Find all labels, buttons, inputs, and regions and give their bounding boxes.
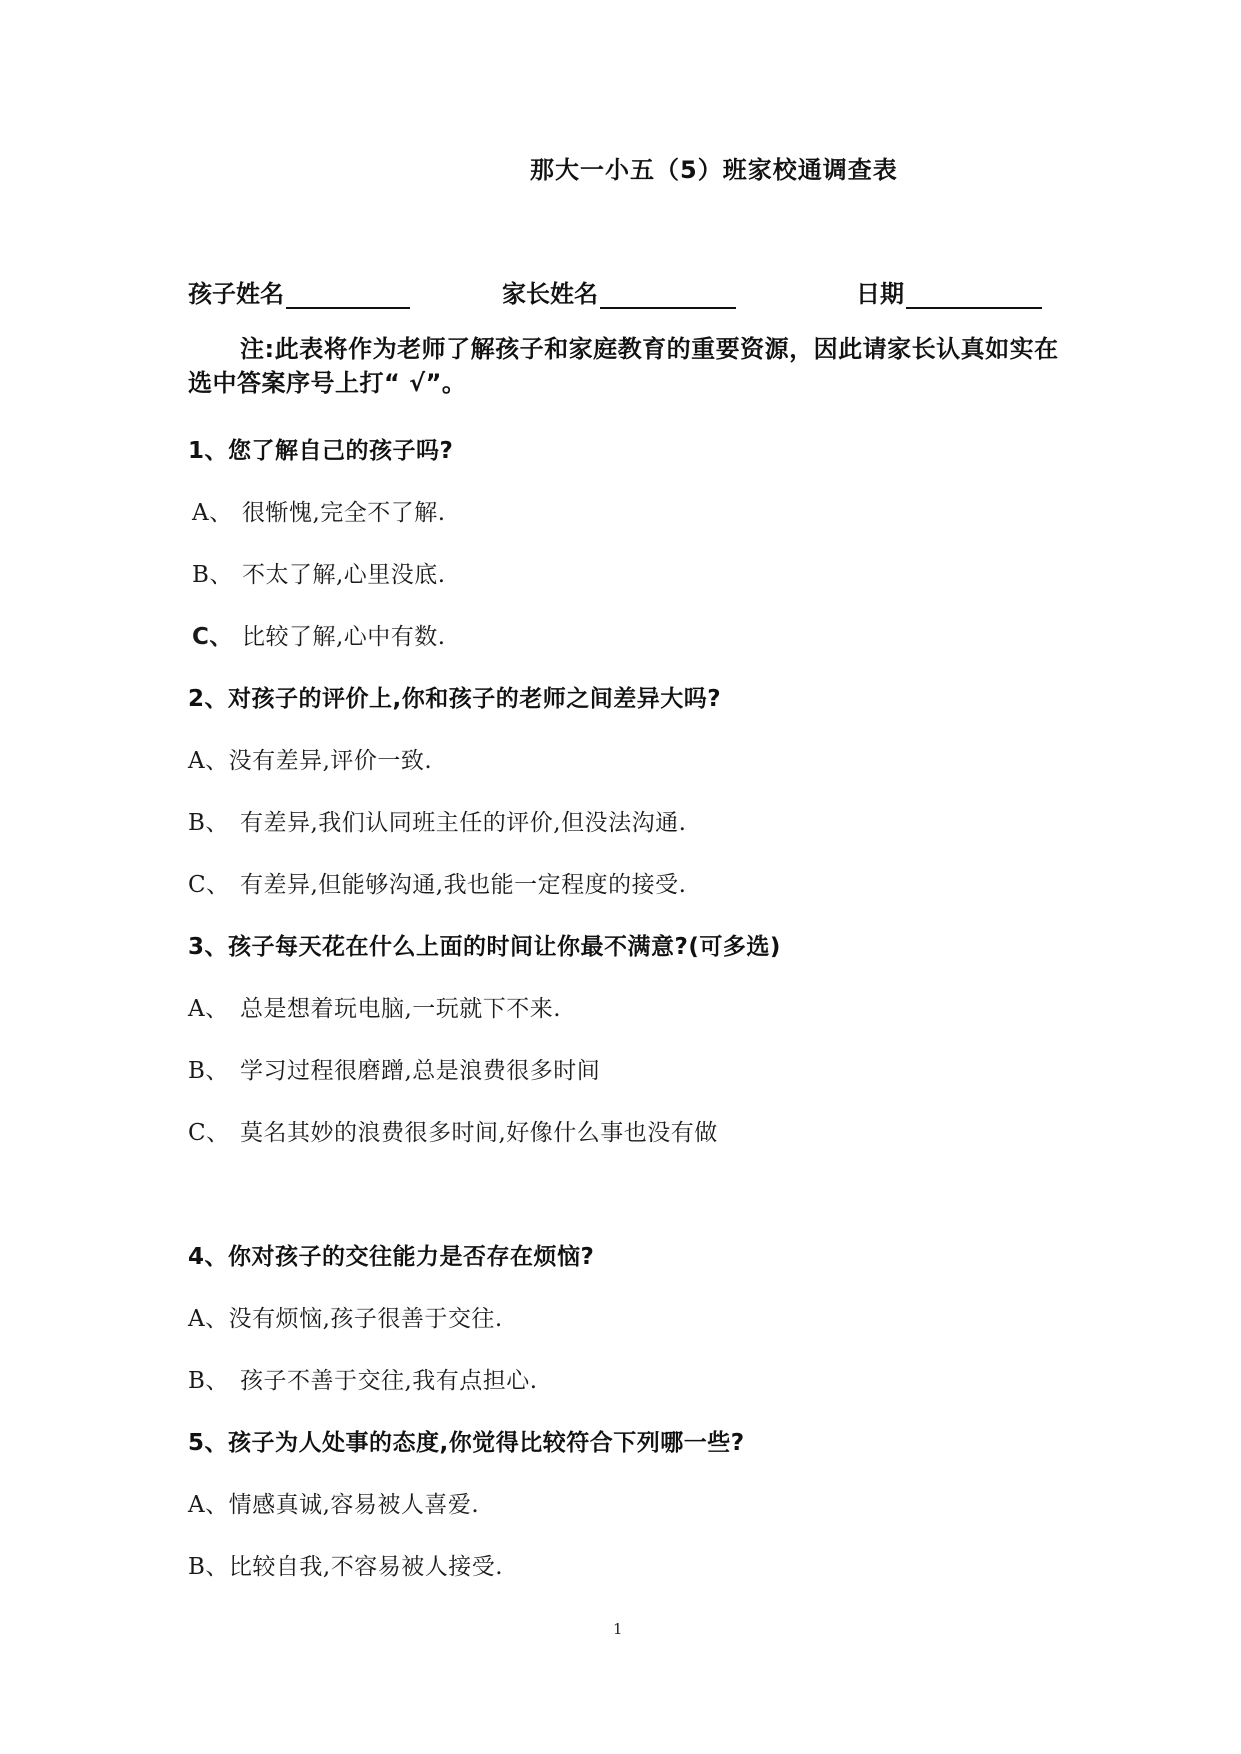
child-name-label: 孩子姓名 <box>188 280 284 308</box>
q5-option-b <box>188 1548 503 1581</box>
option-text: 有差异,但能够沟通,我也能一定程度的接受. <box>240 872 687 898</box>
question-4: 4、你对孩子的交往能力是否存在烦恼? <box>188 1244 595 1270</box>
option-text: 有差异,我们认同班主任的评价,但没法沟通. <box>240 810 687 836</box>
date-label: 日期 <box>856 280 904 308</box>
q3-option-c <box>188 1114 718 1147</box>
option-text: 很惭愧,完全不了解. <box>242 500 446 526</box>
child-name-blank <box>286 281 410 309</box>
option-label: A、 <box>188 996 229 1022</box>
q1-option-c <box>192 618 446 651</box>
option-label: B、 <box>188 1058 229 1084</box>
question-3: 3、孩子每天花在什么上面的时间让你最不满意?(可多选) <box>188 934 781 960</box>
option-label: C、 <box>188 872 230 898</box>
q2-option-a <box>188 742 432 775</box>
option-text: 情感真诚,容易被人喜爱. <box>228 1492 480 1518</box>
option-label: B、 <box>192 562 233 588</box>
page-title: 那大一小五（5）班家校通调查表 <box>530 156 898 184</box>
page-number: 1 <box>613 1620 623 1638</box>
option-label: B、 <box>188 810 229 836</box>
q1-option-b <box>192 556 446 589</box>
q1-option-a <box>192 494 446 527</box>
q4-option-b <box>188 1362 538 1395</box>
parent-name-blank <box>600 281 736 309</box>
q3-option-a <box>188 990 561 1023</box>
parent-name-field <box>502 274 736 309</box>
option-label: C、 <box>188 1120 230 1146</box>
q2-option-c <box>188 866 686 899</box>
q2-option-b <box>188 804 686 837</box>
question-5: 5、孩子为人处事的态度,你觉得比较符合下列哪一些? <box>188 1430 745 1456</box>
option-text: 比较自我,不容易被人接受. <box>228 1554 504 1580</box>
option-text: 不太了解,心里没底. <box>242 562 446 588</box>
parent-name-label: 家长姓名 <box>502 280 598 308</box>
option-text: 莫名其妙的浪费很多时间,好像什么事也没有做 <box>240 1120 718 1146</box>
option-label: A、 <box>188 1492 229 1518</box>
option-text: 孩子不善于交往,我有点担心. <box>240 1368 538 1394</box>
option-text: 没有烦恼,孩子很善于交往. <box>228 1306 503 1332</box>
child-name-field <box>188 274 410 309</box>
option-label: B、 <box>188 1554 229 1580</box>
option-text: 总是想着玩电脑,一玩就下不来. <box>240 996 562 1022</box>
option-text: 学习过程很磨蹭,总是浪费很多时间 <box>240 1058 601 1084</box>
option-label: B、 <box>188 1368 229 1394</box>
question-2: 2、对孩子的评价上,你和孩子的老师之间差异大吗? <box>188 686 722 712</box>
option-text: 没有差异,评价一致. <box>228 748 433 774</box>
option-text: 比较了解,心中有数. <box>242 624 446 650</box>
option-label: A、 <box>188 748 229 774</box>
option-label: A、 <box>188 1306 229 1332</box>
date-blank <box>906 281 1042 309</box>
q5-option-a <box>188 1486 479 1519</box>
q4-option-a <box>188 1300 503 1333</box>
option-label: A、 <box>192 500 233 526</box>
question-1: 1、您了解自己的孩子吗? <box>188 438 454 464</box>
q3-option-b <box>188 1052 600 1085</box>
option-label: C、 <box>192 624 233 650</box>
date-field <box>856 274 1042 309</box>
instruction-note: 注:此表将作为老师了解孩子和家庭教育的重要资源，因此请家长认真如实在选中答案序号上打“ √”。 <box>188 335 1059 397</box>
